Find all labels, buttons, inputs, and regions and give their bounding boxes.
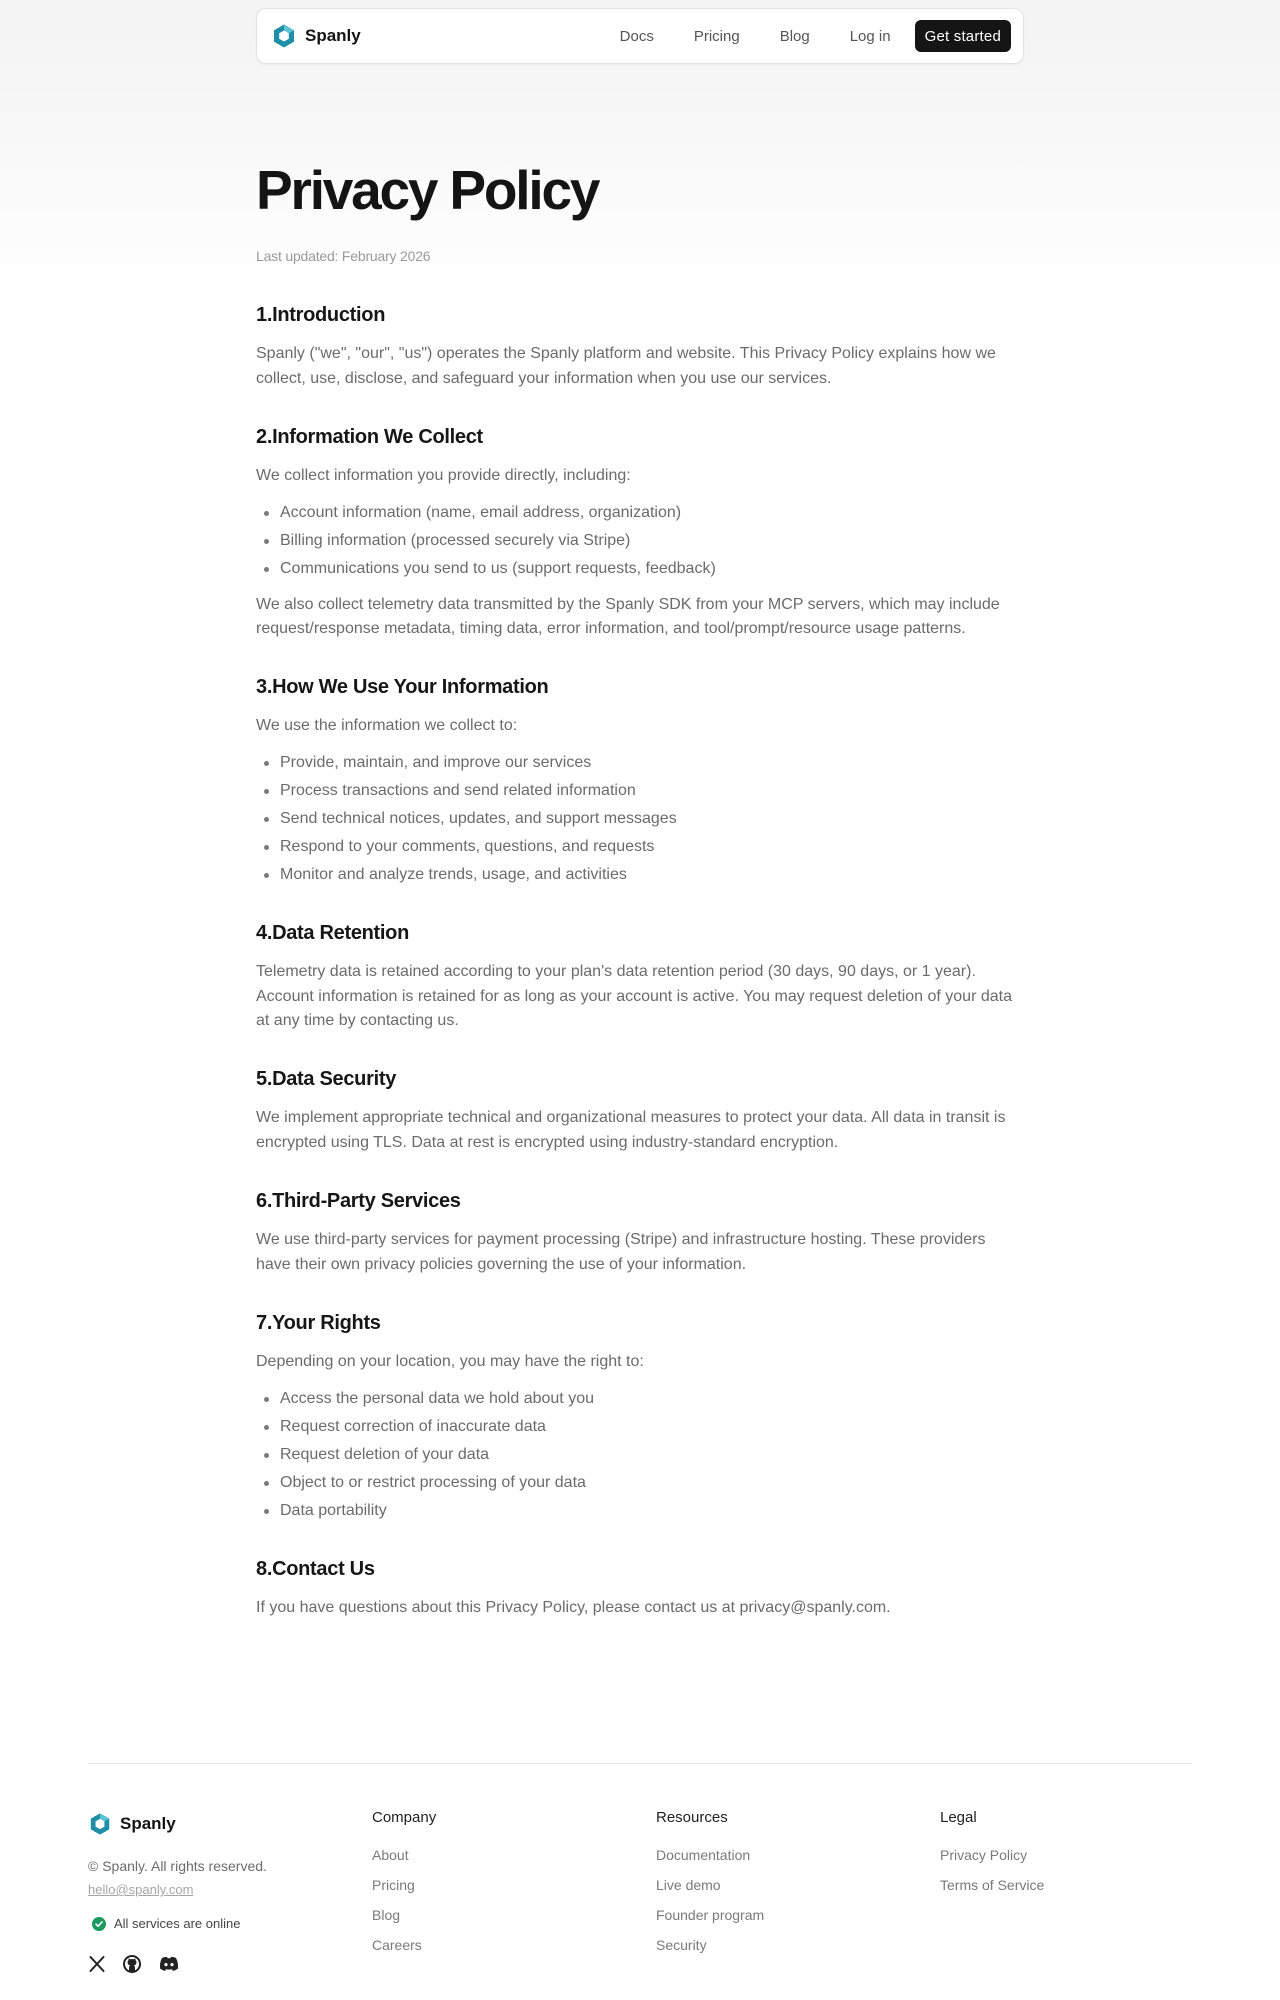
nav-login-link[interactable]: Log in	[849, 27, 891, 45]
section-paragraph: Telemetry data is retained according to your plan's data retention period (30 days, 90 days, or 1 year). Account information is retained for as long as your account is active. You may request deletion of your data at any time by contacting us.	[256, 963, 1012, 1029]
footer-link-privacy-policy[interactable]: Privacy Policy	[940, 1847, 1028, 1863]
footer-column-title: Legal	[940, 1809, 977, 1826]
footer-brand[interactable]	[88, 1812, 176, 1836]
section-data-security	[256, 1066, 1024, 1155]
section-how-we-use	[256, 674, 1024, 889]
footer-divider	[88, 1763, 1192, 1764]
list-item: Provide, maintain, and improve our services	[256, 749, 1024, 777]
section-heading: 3.How We Use Your Information	[256, 676, 549, 698]
footer-link-terms-of-service[interactable]: Terms of Service	[940, 1877, 1045, 1893]
list-item: Account information (name, email address, organization)	[256, 499, 1024, 527]
brand[interactable]	[271, 23, 361, 49]
x-icon[interactable]	[88, 1955, 106, 1973]
social-links	[88, 1954, 180, 1974]
bullet-list	[256, 749, 1024, 889]
check-circle-icon	[92, 1917, 106, 1931]
list-item: Object to or restrict processing of your data	[256, 1469, 1024, 1497]
footer-column-company	[372, 1808, 436, 1960]
section-paragraph: We use third-party services for payment processing (Stripe) and infrastructure hosting. These providers have their own privacy policies governing the use of your information.	[256, 1231, 986, 1273]
footer-column-legal	[940, 1808, 1044, 1900]
status-text: All services are online	[114, 1916, 241, 1931]
list-item: Data portability	[256, 1497, 1024, 1525]
section-contact-us	[256, 1556, 1024, 1621]
bullet-list	[256, 499, 1024, 583]
list-item: Access the personal data we hold about you	[256, 1385, 1024, 1413]
footer-link-blog[interactable]: Blog	[372, 1907, 401, 1923]
footer-column-resources	[656, 1808, 764, 1960]
section-heading: 6.Third-Party Services	[256, 1190, 461, 1212]
section-heading: 5.Data Security	[256, 1068, 397, 1090]
section-heading: 1.Introduction	[256, 304, 386, 326]
status-indicator[interactable]	[92, 1916, 240, 1931]
section-paragraph: If you have questions about this Privacy Policy, please contact us at privacy@spanly.com.	[256, 1599, 891, 1616]
footer-brand-name: Spanly	[120, 1814, 176, 1833]
nav-pricing-link[interactable]: Pricing	[693, 27, 740, 45]
list-item: Monitor and analyze trends, usage, and activities	[256, 861, 1024, 889]
section-heading: 7.Your Rights	[256, 1312, 381, 1334]
list-item: Process transactions and send related information	[256, 777, 1024, 805]
section-paragraph: We collect information you provide directly, including:	[256, 467, 631, 484]
section-paragraph: We also collect telemetry data transmitted by the Spanly SDK from your MCP servers, which may include request/response metadata, timing data, error information, and tool/prompt/resource usage patterns.	[256, 595, 1000, 637]
section-data-retention	[256, 920, 1024, 1034]
section-third-party	[256, 1188, 1024, 1277]
section-heading: 4.Data Retention	[256, 922, 410, 944]
brand-name: Spanly	[305, 26, 361, 45]
section-introduction	[256, 302, 1024, 391]
nav-blog-link[interactable]: Blog	[779, 27, 810, 45]
section-your-rights	[256, 1310, 1024, 1525]
spanly-logo-icon	[271, 23, 297, 49]
section-heading: 8.Contact Us	[256, 1558, 375, 1580]
section-information-we-collect	[256, 424, 1024, 642]
top-navbar	[256, 8, 1024, 64]
footer-column-title: Resources	[656, 1809, 728, 1826]
page-title: Privacy Policy	[256, 159, 599, 221]
section-paragraph: Spanly ("we", "our", "us") operates the Spanly platform and website. This Privacy Policy explains how we collect, use, disclose, and safeguard your information when you use our services.	[256, 345, 996, 387]
github-icon[interactable]	[122, 1954, 142, 1974]
get-started-button[interactable]: Get started	[915, 20, 1011, 52]
footer-email-link[interactable]: hello@spanly.com	[88, 1882, 194, 1897]
footer-link-documentation[interactable]: Documentation	[656, 1847, 751, 1863]
list-item: Billing information (processed securely via Stripe)	[256, 527, 1024, 555]
nav-links	[620, 20, 1011, 52]
footer-link-security[interactable]: Security	[656, 1937, 707, 1953]
bullet-list	[256, 1385, 1024, 1525]
last-updated: Last updated: February 2026	[256, 248, 431, 264]
spanly-logo-icon	[88, 1812, 112, 1836]
list-item: Send technical notices, updates, and support messages	[256, 805, 1024, 833]
list-item: Respond to your comments, questions, and requests	[256, 833, 1024, 861]
footer-link-founder-program[interactable]: Founder program	[656, 1907, 765, 1923]
copyright: © Spanly. All rights reserved.	[88, 1858, 267, 1874]
nav-docs-link[interactable]: Docs	[619, 27, 654, 45]
list-item: Request correction of inaccurate data	[256, 1413, 1024, 1441]
footer-link-careers[interactable]: Careers	[372, 1937, 422, 1953]
list-item: Communications you send to us (support requests, feedback)	[256, 555, 1024, 583]
section-paragraph: We implement appropriate technical and organizational measures to protect your data. All data in transit is encrypted using TLS. Data at rest is encrypted using industry-standard encryption.	[256, 1109, 1006, 1151]
footer-link-about[interactable]: About	[372, 1847, 409, 1863]
section-paragraph: Depending on your location, you may have the right to:	[256, 1353, 644, 1370]
section-heading: 2.Information We Collect	[256, 426, 483, 448]
section-paragraph: We use the information we collect to:	[256, 717, 518, 734]
footer-link-live-demo[interactable]: Live demo	[656, 1877, 721, 1893]
discord-icon[interactable]	[158, 1955, 180, 1973]
list-item: Request deletion of your data	[256, 1441, 1024, 1469]
footer-column-title: Company	[372, 1809, 437, 1826]
footer-link-pricing[interactable]: Pricing	[372, 1877, 415, 1893]
